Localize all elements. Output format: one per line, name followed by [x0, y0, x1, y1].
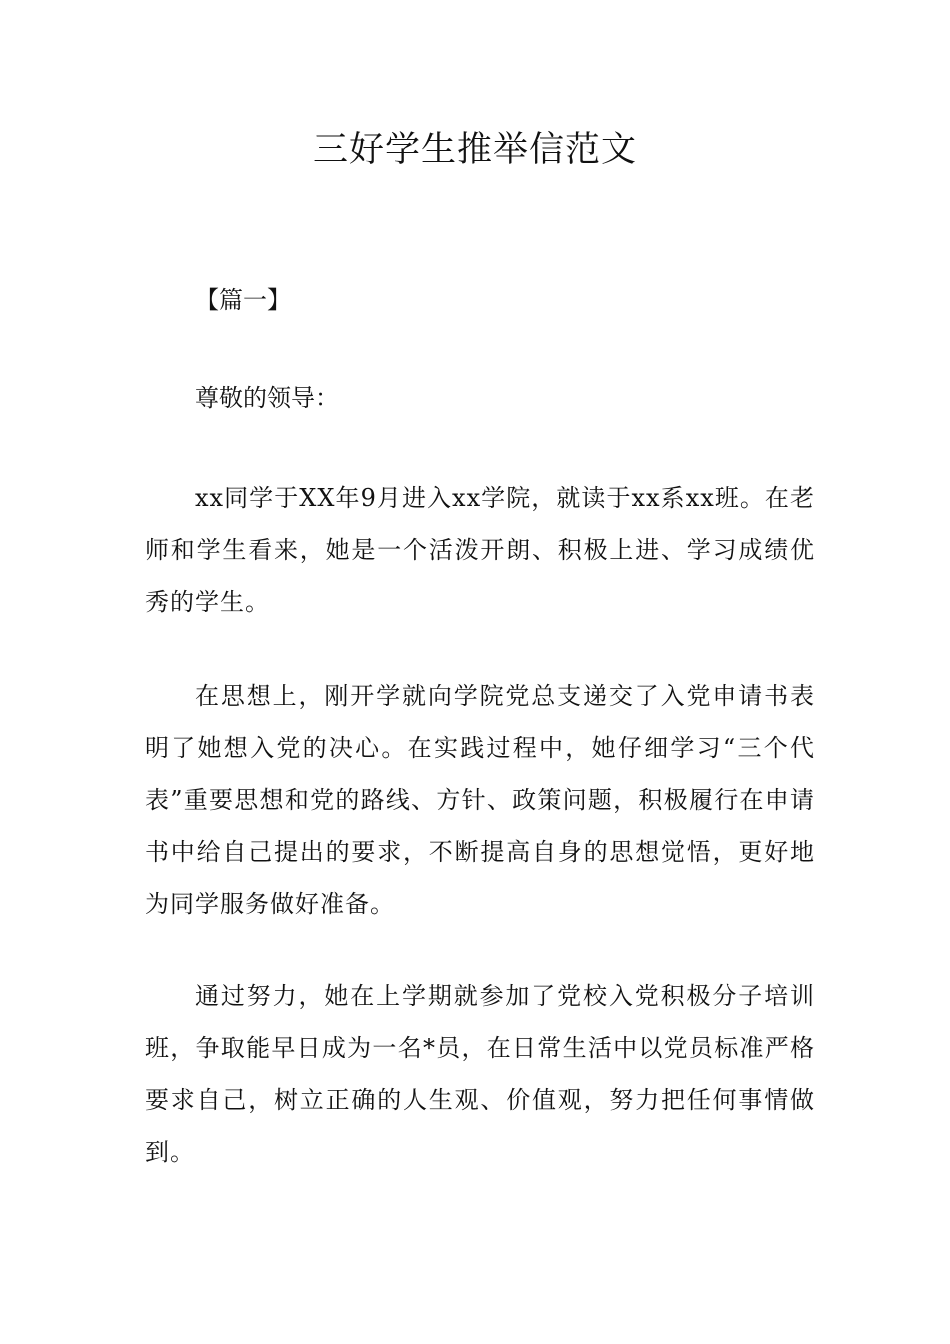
- paragraph-2: 在思想上，刚开学就向学院党总支递交了入党申请书表明了她想入党的决心。在实践过程中，她仔细学习“三个代表”重要思想和党的路线、方针、政策问题，积极履行在申请书中给自己提出的要求，不断提高自身的思想觉悟，更好地为同学服务做好准备。: [145, 682, 815, 918]
- document-title: 三好学生推举信范文: [312, 130, 637, 170]
- paragraph-1: xx同学于XX年9月进入xx学院，就读于xx系xx班。在老师和学生看来，她是一个活泼开朗、积极上进、学习成绩优秀的学生。: [145, 484, 815, 616]
- salutation: 尊敬的领导：: [195, 384, 339, 412]
- section-label: 【篇一】: [195, 286, 291, 314]
- paragraph-3: 通过努力，她在上学期就参加了党校入党积极分子培训班，争取能早日成为一名*员，在日常生活中以党员标准严格要求自己，树立正确的人生观、价值观，努力把任何事情做到。: [145, 982, 815, 1166]
